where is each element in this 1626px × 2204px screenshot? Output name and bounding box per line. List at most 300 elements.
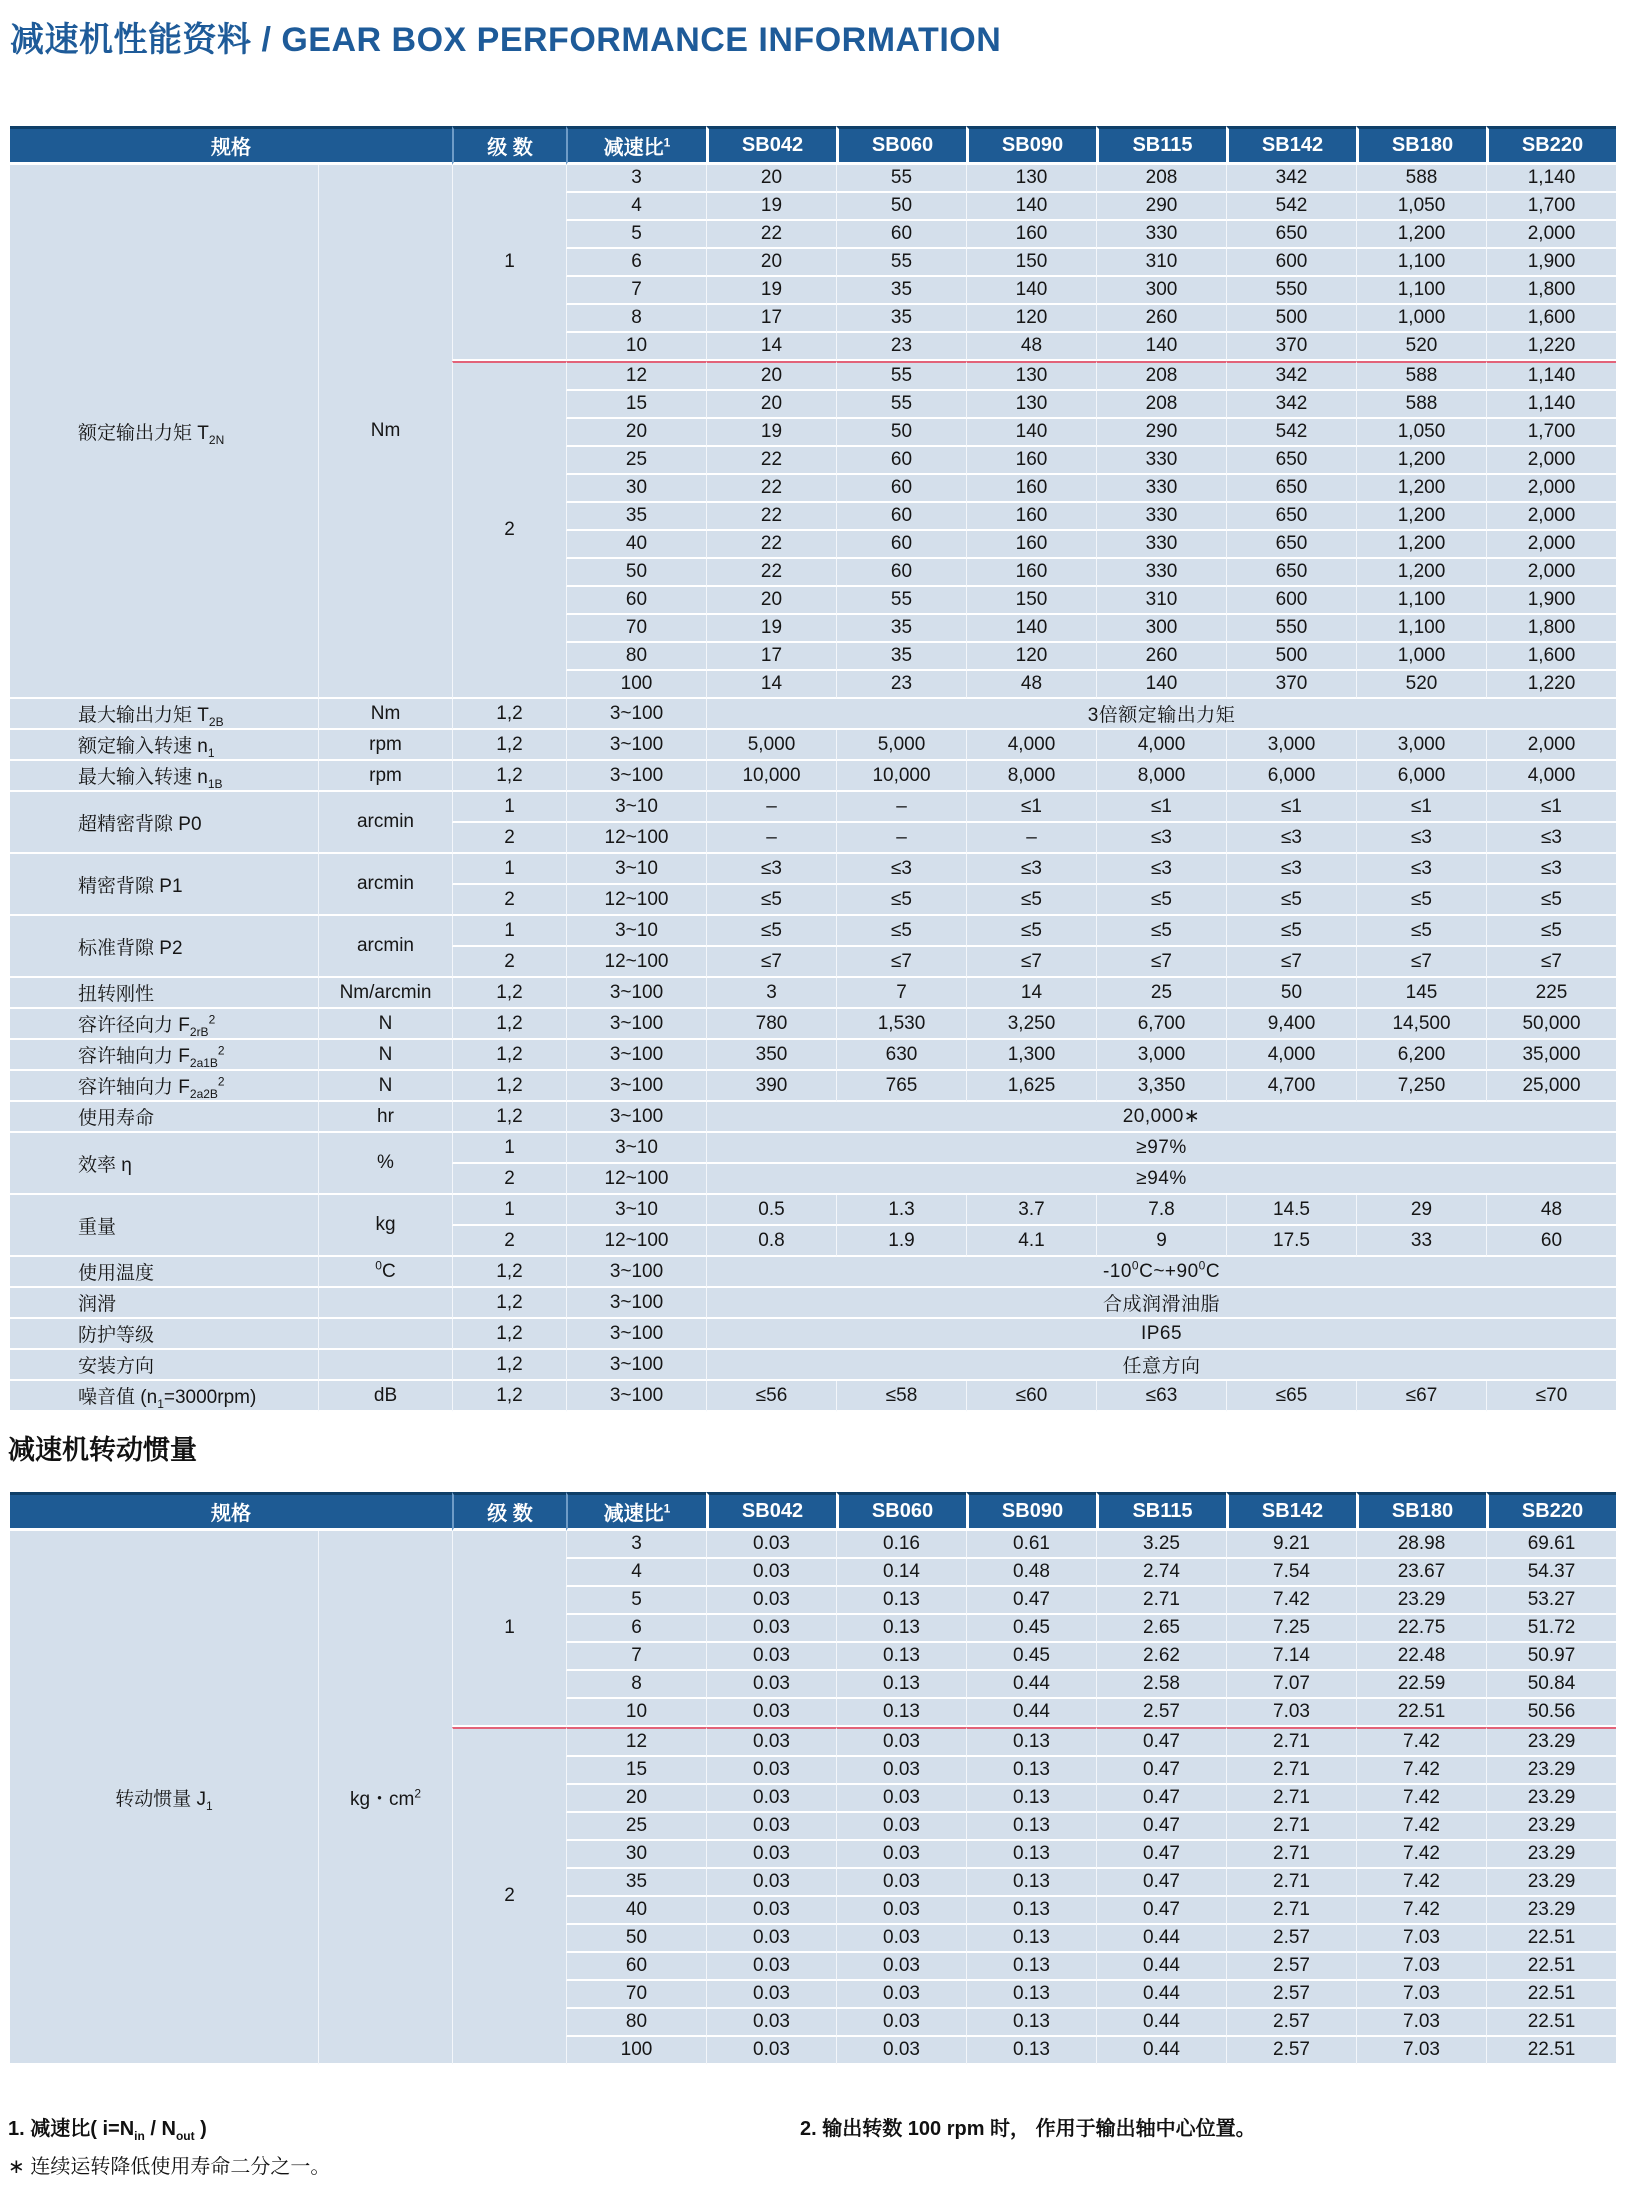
text-segment: 级 数 [487,1503,533,1525]
value-SB042: 20 [706,391,836,419]
ratio-cell: 35 [566,1869,706,1897]
value-SB115: 3,350 [1096,1071,1226,1102]
value-SB060: 0.03 [836,1757,966,1785]
value-SB060: 1.9 [836,1226,966,1257]
ratio-cell: 3~100 [566,1257,706,1288]
value-SB180: 7.03 [1356,2037,1486,2065]
value-SB042: ≤5 [706,885,836,916]
value-SB115: 330 [1096,475,1226,503]
col-header-SB142: SB142 [1226,126,1356,165]
value-SB115: 0.47 [1096,1757,1226,1785]
ratio-cell: 40 [566,531,706,559]
ratio-cell: 6 [566,1615,706,1643]
value-SB090: 14 [966,978,1096,1009]
stage-cell: 1 [452,916,566,947]
ratio-cell: 3 [566,165,706,193]
param-unit [318,1381,452,1412]
ratio-data-row [10,1531,1616,1559]
stage-cell: 2 [452,823,566,854]
value-SB220: 2,000 [1486,531,1616,559]
value-SB042: 19 [706,193,836,221]
param-label [10,1071,318,1102]
param-unit [318,165,452,699]
value-SB142: 3,000 [1226,730,1356,761]
value-SB142: 650 [1226,503,1356,531]
value-SB142: ≤3 [1226,823,1356,854]
text-segment: -10 [1102,1260,1132,1282]
text-segment: 2 [414,1786,422,1801]
value-SB042: – [706,823,836,854]
value-SB115: 0.44 [1096,2009,1226,2037]
value-SB142: 7.03 [1226,1699,1356,1727]
ratio-cell: 12~100 [566,823,706,854]
value-SB180: 22.48 [1356,1643,1486,1671]
value-SB090: 130 [966,361,1096,391]
value-SB060: 35 [836,615,966,643]
value-SB060: 23 [836,333,966,361]
value-SB180: 7.03 [1356,1981,1486,2009]
param-label [10,1381,318,1412]
value-SB060: 55 [836,587,966,615]
text-segment: 最大输出力矩 T [78,705,209,726]
value-SB142: ≤5 [1226,885,1356,916]
value-SB142: 370 [1226,671,1356,699]
col-header-spec [10,1492,452,1531]
value-SB042: 0.03 [706,1869,836,1897]
value-SB060: 35 [836,643,966,671]
value-SB060: 0.13 [836,1615,966,1643]
value-SB142: 650 [1226,559,1356,587]
value-SB180: 1,000 [1356,643,1486,671]
param-unit [318,916,452,978]
value-SB180: 7.42 [1356,1841,1486,1869]
value-SB180: 1,050 [1356,419,1486,447]
ratio-cell: 3~10 [566,916,706,947]
text-segment: out [175,2129,195,2143]
value-SB220: 23.29 [1486,1813,1616,1841]
value-SB090: 160 [966,221,1096,249]
value-SB090: 1,300 [966,1040,1096,1071]
value-SB115: 2.57 [1096,1699,1226,1727]
value-SB042: 0.03 [706,1897,836,1925]
value-SB090: 160 [966,447,1096,475]
text-segment: 任意方向 [1122,1356,1201,1377]
value-SB090: 0.48 [966,1559,1096,1587]
value-SB220: 23.29 [1486,1897,1616,1925]
text-segment: 2 [208,1012,216,1027]
value-SB090: 160 [966,559,1096,587]
ratio-cell: 3~10 [566,854,706,885]
value-SB142: 50 [1226,978,1356,1009]
value-SB042: 0.03 [706,1559,836,1587]
value-SB115: 0.44 [1096,2037,1226,2065]
ratio-cell: 15 [566,391,706,419]
ratio-cell: 3~100 [566,978,706,1009]
value-SB090: 0.13 [966,1785,1096,1813]
value-SB180: ≤3 [1356,823,1486,854]
ratio-cell: 40 [566,1897,706,1925]
col-header-SB180: SB180 [1356,1492,1486,1531]
value-SB060: 55 [836,391,966,419]
ratio-cell: 6 [566,249,706,277]
value-SB220: 1,800 [1486,277,1616,305]
text-segment: 容许轴向力 F [78,1046,190,1067]
value-SB060: 5,000 [836,730,966,761]
value-SB042: 0.03 [706,1531,836,1559]
value-SB042: 20 [706,587,836,615]
text-segment: 规格 [211,1503,251,1525]
value-SB042: 0.03 [706,1841,836,1869]
value-SB060: – [836,792,966,823]
param-unit [318,854,452,916]
value-SB090: 0.13 [966,1981,1096,2009]
value-SB142: 650 [1226,531,1356,559]
value-SB042: 17 [706,643,836,671]
value-SB115: 0.47 [1096,1869,1226,1897]
stage-cell: 2 [452,885,566,916]
param-data-row [10,1040,1616,1071]
param-unit [318,1071,452,1102]
stage-cell: 1 [452,1195,566,1226]
value-SB220: 53.27 [1486,1587,1616,1615]
value-SB142: 17.5 [1226,1226,1356,1257]
value-SB115: ≤3 [1096,823,1226,854]
value-SB042: 0.03 [706,1615,836,1643]
value-SB180: 1,200 [1356,475,1486,503]
value-SB060: 55 [836,361,966,391]
value-SB090: 140 [966,419,1096,447]
value-SB042: 5,000 [706,730,836,761]
value-SB220: ≤5 [1486,916,1616,947]
value-SB042: ≤5 [706,916,836,947]
value-SB142: 550 [1226,277,1356,305]
value-SB060: 60 [836,559,966,587]
value-SB220: 225 [1486,978,1616,1009]
value-SB180: ≤1 [1356,792,1486,823]
param-unit [318,699,452,730]
param-label [10,1531,318,2065]
value-SB042: 0.03 [706,1671,836,1699]
merged-value [706,1164,1616,1195]
value-SB220: ≤5 [1486,885,1616,916]
value-SB220: 22.51 [1486,2009,1616,2037]
value-SB042: ≤3 [706,854,836,885]
col-header-SB060: SB060 [836,126,966,165]
value-SB180: 3,000 [1356,730,1486,761]
text-segment: ) [194,2118,207,2140]
value-SB090: 0.13 [966,1757,1096,1785]
text-segment: arcmin [356,811,414,832]
stage-cell: 1,2 [452,1102,566,1133]
value-SB115: 2.62 [1096,1643,1226,1671]
value-SB142: ≤3 [1226,854,1356,885]
value-SB090: 3,250 [966,1009,1096,1040]
ratio-cell: 20 [566,1785,706,1813]
param-unit [318,792,452,854]
value-SB142: 7.25 [1226,1615,1356,1643]
value-SB090: 140 [966,615,1096,643]
value-SB115: 8,000 [1096,761,1226,792]
value-SB220: 2,000 [1486,221,1616,249]
value-SB060: 55 [836,165,966,193]
value-SB180: 1,100 [1356,615,1486,643]
col-header-SB115: SB115 [1096,126,1226,165]
value-SB060: 35 [836,305,966,333]
value-SB042: 0.5 [706,1195,836,1226]
value-SB090: – [966,823,1096,854]
ratio-cell: 70 [566,615,706,643]
value-SB060: 60 [836,531,966,559]
value-SB060: 765 [836,1071,966,1102]
value-SB142: 542 [1226,193,1356,221]
stage-cell: 1,2 [452,1071,566,1102]
value-SB060: 7 [836,978,966,1009]
value-SB142: 600 [1226,249,1356,277]
value-SB180: 1,100 [1356,587,1486,615]
value-SB090: 150 [966,587,1096,615]
ratio-cell: 60 [566,1953,706,1981]
value-SB115: 2.71 [1096,1587,1226,1615]
value-SB220: 1,220 [1486,333,1616,361]
value-SB115: 3.25 [1096,1531,1226,1559]
value-SB220: ≤3 [1486,854,1616,885]
value-SB180: 33 [1356,1226,1486,1257]
value-SB142: 7.07 [1226,1671,1356,1699]
text-segment: / N [144,2118,176,2140]
value-SB142: 2.57 [1226,1953,1356,1981]
param-unit [318,1195,452,1257]
value-SB090: 0.44 [966,1699,1096,1727]
param-data-row [10,1133,1616,1164]
value-SB060: 0.14 [836,1559,966,1587]
value-SB180: 7.42 [1356,1757,1486,1785]
value-SB180: 588 [1356,391,1486,419]
value-SB180: 145 [1356,978,1486,1009]
param-data-row [10,854,1616,885]
value-SB142: 7.42 [1226,1587,1356,1615]
text-segment: 3倍额定输出力矩 [1087,705,1236,726]
text-segment: N [378,1012,393,1034]
value-SB115: ≤63 [1096,1381,1226,1412]
value-SB142: 600 [1226,587,1356,615]
value-SB220: 1,700 [1486,193,1616,221]
text-segment: rpm [369,764,402,786]
text-segment: C~+90 [1139,1260,1199,1282]
param-label [10,854,318,916]
text-segment: dB [373,1384,398,1406]
value-SB060: 60 [836,475,966,503]
ratio-cell: 7 [566,1643,706,1671]
value-SB220: 48 [1486,1195,1616,1226]
value-SB220: 50.84 [1486,1671,1616,1699]
text-segment: 容许径向力 F [78,1015,190,1036]
text-segment: 1 [157,1396,164,1411]
merged-value [706,1102,1616,1133]
value-SB142: 9,400 [1226,1009,1356,1040]
param-unit [318,1009,452,1040]
value-SB090: ≤60 [966,1381,1096,1412]
text-segment: Nm/arcmin [339,981,432,1003]
stage-cell: 1,2 [452,1257,566,1288]
param-unit [318,1257,452,1288]
value-SB042: 0.03 [706,1699,836,1727]
value-SB115: 9 [1096,1226,1226,1257]
ratio-cell: 12 [566,1727,706,1757]
value-SB090: 120 [966,305,1096,333]
value-SB060: 50 [836,193,966,221]
text-segment: 额定输入转速 n [78,736,208,757]
ratio-cell: 50 [566,559,706,587]
value-SB090: 0.13 [966,1925,1096,1953]
value-SB142: 2.71 [1226,1841,1356,1869]
value-SB115: 2.58 [1096,1671,1226,1699]
param-label [10,1009,318,1040]
stage-cell: 1 [452,854,566,885]
value-SB042: 0.03 [706,2037,836,2065]
param-data-row [10,978,1616,1009]
value-SB090: 0.13 [966,1897,1096,1925]
value-SB180: 7.42 [1356,1813,1486,1841]
param-unit [318,1040,452,1071]
value-SB180: 520 [1356,333,1486,361]
value-SB060: 0.13 [836,1699,966,1727]
ratio-cell: 8 [566,1671,706,1699]
text-segment: C [381,1260,396,1282]
ratio-cell: 3~100 [566,699,706,730]
value-SB042: 0.03 [706,2009,836,2037]
ratio-cell: 3 [566,1531,706,1559]
value-SB142: 650 [1226,475,1356,503]
value-SB142: 2.71 [1226,1869,1356,1897]
text-segment: 重量 [78,1216,117,1238]
value-SB180: 23.29 [1356,1587,1486,1615]
value-SB220: 60 [1486,1226,1616,1257]
value-SB060: 0.03 [836,1897,966,1925]
value-SB060: 60 [836,503,966,531]
value-SB220: 22.51 [1486,2037,1616,2065]
value-SB180: 7.03 [1356,1925,1486,1953]
value-SB115: 290 [1096,419,1226,447]
value-SB115: 330 [1096,559,1226,587]
value-SB220: 2,000 [1486,559,1616,587]
param-data-row [10,916,1616,947]
inertia-table-container [10,1492,1616,2065]
col-header-SB042: SB042 [706,126,836,165]
value-SB060: 0.13 [836,1643,966,1671]
text-segment: ≥97% [1136,1136,1187,1158]
value-SB115: 0.44 [1096,1953,1226,1981]
value-SB142: 2.57 [1226,2009,1356,2037]
value-SB180: ≤67 [1356,1381,1486,1412]
value-SB220: 50.56 [1486,1699,1616,1727]
value-SB142: 342 [1226,391,1356,419]
value-SB060: 60 [836,447,966,475]
value-SB042: 22 [706,447,836,475]
text-segment: 级 数 [487,137,533,159]
stage-cell: 1,2 [452,1009,566,1040]
value-SB220: 23.29 [1486,1757,1616,1785]
value-SB180: 6,200 [1356,1040,1486,1071]
value-SB042: 0.03 [706,1981,836,2009]
text-segment: 合成润滑油脂 [1102,1294,1220,1315]
value-SB220: 2,000 [1486,730,1616,761]
value-SB115: 0.47 [1096,1727,1226,1757]
text-segment: 1 [206,1798,213,1813]
param-unit [318,1102,452,1133]
value-SB220: 23.29 [1486,1785,1616,1813]
value-SB115: ≤5 [1096,885,1226,916]
value-SB180: 22.59 [1356,1671,1486,1699]
value-SB220: 1,700 [1486,419,1616,447]
value-SB042: 0.03 [706,1813,836,1841]
ratio-cell: 10 [566,333,706,361]
col-header-SB090: SB090 [966,126,1096,165]
value-SB220: 1,220 [1486,671,1616,699]
value-SB220: 22.51 [1486,1981,1616,2009]
value-SB180: 7.42 [1356,1727,1486,1757]
value-SB060: 0.13 [836,1587,966,1615]
col-header-SB115: SB115 [1096,1492,1226,1531]
param-data-row [10,1195,1616,1226]
value-SB115: 140 [1096,671,1226,699]
text-segment: arcmin [356,873,414,894]
ratio-cell: 100 [566,2037,706,2065]
value-SB060: 0.03 [836,1869,966,1897]
col-header-ratio [566,1492,706,1531]
col-header-SB090: SB090 [966,1492,1096,1531]
value-SB220: ≤70 [1486,1381,1616,1412]
text-segment: 标准背隙 P2 [78,937,183,959]
value-SB142: 542 [1226,419,1356,447]
value-SB042: 20 [706,249,836,277]
value-SB142: 500 [1226,643,1356,671]
value-SB180: ≤7 [1356,947,1486,978]
value-SB142: 650 [1226,221,1356,249]
param-label [10,699,318,730]
value-SB142: 2.71 [1226,1785,1356,1813]
value-SB090: ≤3 [966,854,1096,885]
value-SB042: 0.03 [706,1643,836,1671]
param-label [10,1319,318,1350]
ratio-cell: 3~100 [566,1102,706,1133]
value-SB180: 1,050 [1356,193,1486,221]
value-SB220: 1,140 [1486,391,1616,419]
param-label [10,1133,318,1195]
text-segment: 规格 [211,137,251,159]
value-SB180: 7,250 [1356,1071,1486,1102]
value-SB090: 4.1 [966,1226,1096,1257]
value-SB115: 0.44 [1096,1925,1226,1953]
value-SB115: 330 [1096,221,1226,249]
text-segment: 1 [207,745,215,760]
gearbox-inertia-table [10,1492,1616,2065]
text-segment: C [1205,1260,1221,1282]
col-header-SB220: SB220 [1486,1492,1616,1531]
param-label [10,730,318,761]
value-SB180: ≤5 [1356,885,1486,916]
value-SB042: 14 [706,671,836,699]
value-SB060: 0.03 [836,1813,966,1841]
value-SB115: 0.47 [1096,1841,1226,1869]
stage-cell: 1,2 [452,1350,566,1381]
footnote-reduction-ratio [8,2112,207,2141]
ratio-cell: 80 [566,2009,706,2037]
value-SB220: 22.51 [1486,1953,1616,1981]
value-SB180: 588 [1356,165,1486,193]
value-SB180: 14,500 [1356,1009,1486,1040]
value-SB180: 1,100 [1356,249,1486,277]
text-segment: in [134,2129,145,2143]
